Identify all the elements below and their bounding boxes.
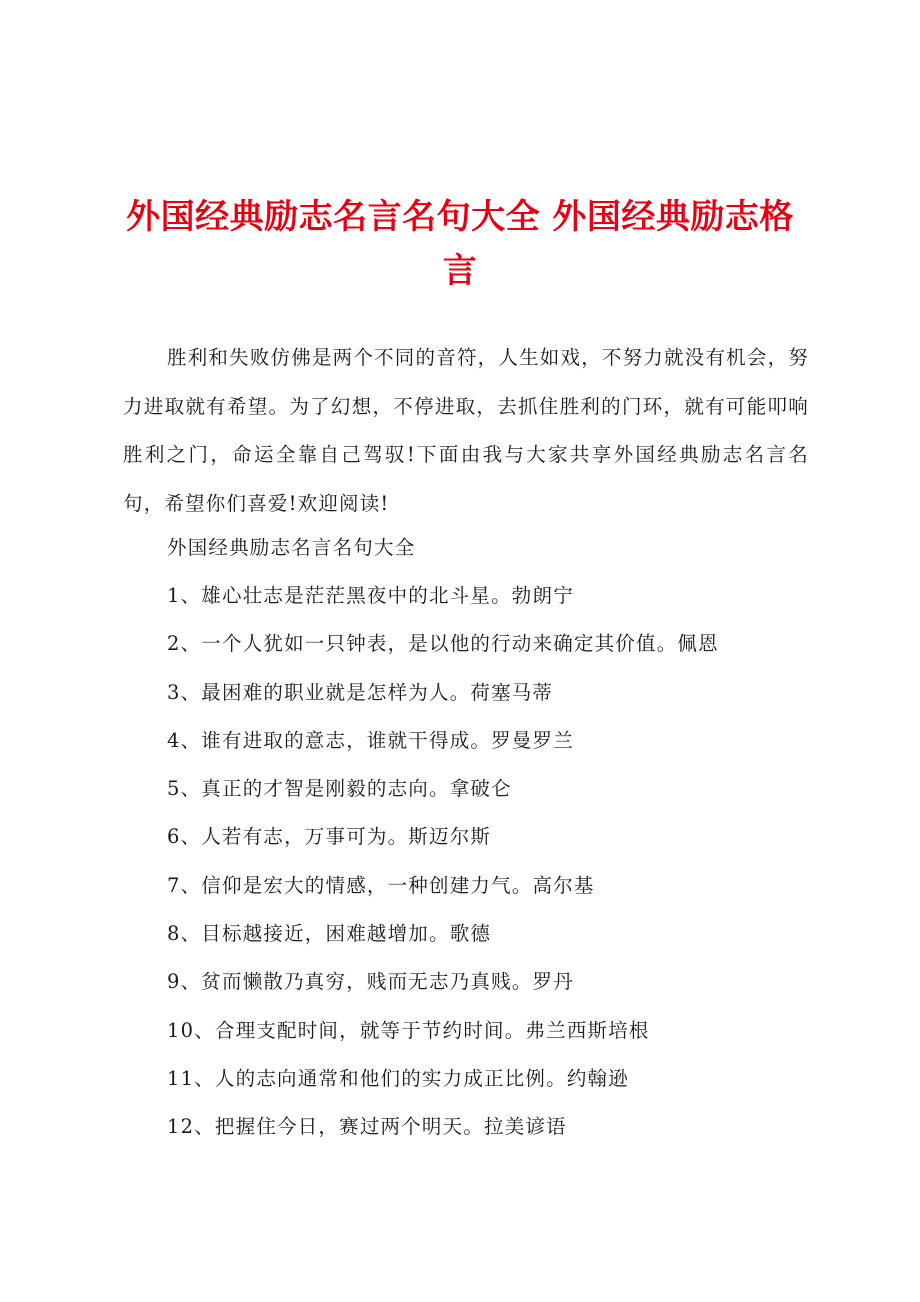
quote-item: 3、最困难的职业就是怎样为人。荷塞马蒂 xyxy=(167,680,554,704)
quote-item: 11、人的志向通常和他们的实力成正比例。约翰逊 xyxy=(167,1066,629,1090)
page-title: 外国经典励志名言名句大全 外国经典励志格言 xyxy=(126,197,794,291)
quote-item: 6、人若有志，万事可为。斯迈尔斯 xyxy=(167,825,492,849)
quote-list xyxy=(167,572,719,1152)
quote-item: 8、目标越接近，困难越增加。歌德 xyxy=(167,922,492,946)
quote-item: 5、真正的才智是刚毅的志向。拿破仑 xyxy=(167,777,512,801)
section-heading: 外国经典励志名言名句大全 xyxy=(167,536,416,559)
quote-item: 12、把握住今日，赛过两个明天。拉美谚语 xyxy=(167,1115,567,1139)
intro-paragraph: 胜利和失败仿佛是两个不同的音符，人生如戏，不努力就没有机会，努力进取就有希望。为了幻想，不停进取，去抓住胜利的门环，就有可能叩响胜利之门，命运全靠自己驾驭!下面由我与大家共享外国经典励志名言名句，希望你们喜爱!欢迎阅读! xyxy=(123,346,809,515)
quote-item: 7、信仰是宏大的情感，一种创建力气。高尔基 xyxy=(167,873,595,897)
quote-item: 4、谁有进取的意志，谁就干得成。罗曼罗兰 xyxy=(167,728,574,752)
quote-item: 1、雄心壮志是茫茫黑夜中的北斗星。勃朗宁 xyxy=(167,584,574,607)
quote-item: 9、贫而懒散乃真穷，贱而无志乃真贱。罗丹 xyxy=(167,970,574,994)
quote-item: 2、一个人犹如一只钟表，是以他的行动来确定其价值。佩恩 xyxy=(167,632,719,656)
quote-item: 10、合理支配时间，就等于节约时间。弗兰西斯培根 xyxy=(167,1018,650,1042)
